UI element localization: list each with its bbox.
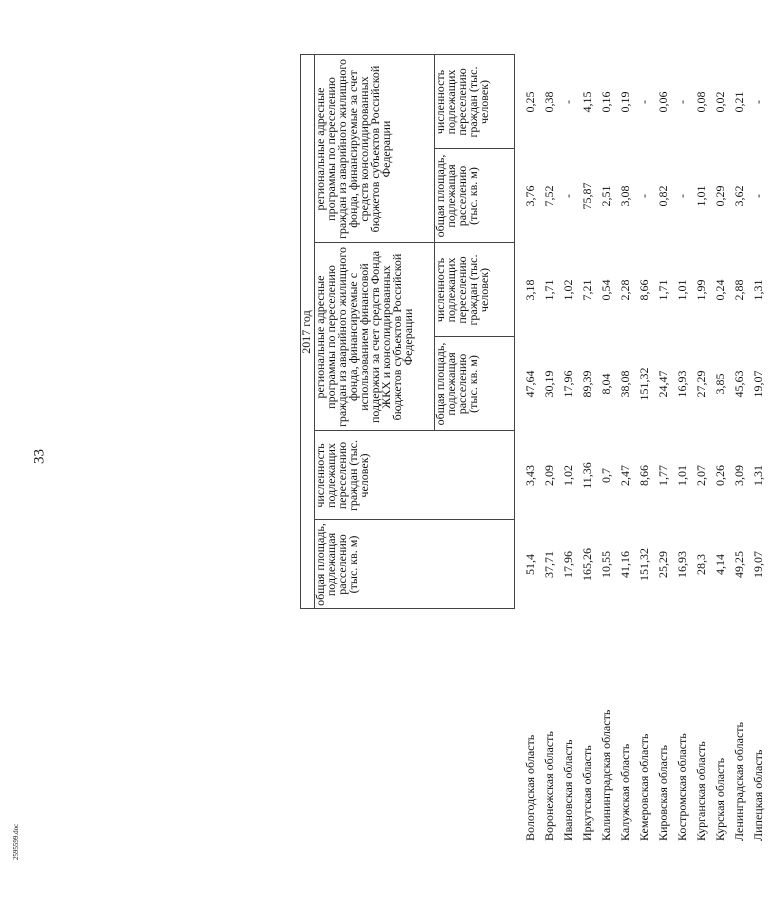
value-cell: 16,93 (675, 551, 689, 578)
value-cell: 28,3 (694, 554, 708, 575)
value-cell: 3,62 (732, 185, 746, 207)
budget-program-header: региональные адресные программы по переселению граждан из аварийного жилищного фонда, финансируемые за счет средств консолидированных бюджетов субъектов Российской Федерации (315, 55, 435, 243)
table-row (540, 55, 559, 845)
value-cell: 1,77 (656, 465, 670, 486)
table-row (616, 55, 635, 845)
document-code: 2595599.doc (12, 823, 20, 861)
rotated-table-container (299, 55, 765, 845)
fund-program-header: региональные адресные программы по переселению граждан из аварийного жилищного фонда, финансируемые с использованием финансовой поддержки за счет средств Фонда ЖКХ и консолидированных бюджетов субъектов Российской Федерации (315, 243, 435, 431)
value-cell: - (751, 194, 765, 198)
region-name-cell: Курская область (713, 757, 727, 841)
value-cell: 37,71 (542, 551, 556, 578)
value-cell: 3,43 (523, 465, 537, 486)
value-cell: 38,08 (618, 370, 632, 398)
value-cell: 51,4 (523, 554, 537, 575)
region-name-cell: Калининградская область (599, 709, 613, 841)
value-cell: 0,21 (732, 91, 746, 113)
region-name-cell: Иркутская область (580, 745, 594, 841)
table-row (711, 55, 730, 845)
table-row (654, 55, 673, 845)
value-cell: 1,71 (656, 279, 670, 301)
value-cell: 2,51 (599, 185, 613, 207)
value-cell: 1,99 (694, 279, 708, 301)
table-body (515, 55, 768, 845)
region-column-header (301, 609, 515, 845)
value-cell: 19,07 (751, 551, 765, 578)
value-cell: 2,88 (732, 279, 746, 301)
value-cell: - (637, 100, 651, 104)
resettlement-table (300, 54, 768, 845)
value-cell: 75,87 (580, 182, 594, 210)
region-name-cell: Кемеровская область (637, 733, 651, 841)
value-cell: 1,01 (675, 279, 689, 301)
region-name-cell: Калужская область (618, 743, 632, 841)
value-cell: 45,63 (732, 370, 746, 398)
value-cell: 27,29 (694, 370, 708, 398)
value-cell: 1,31 (751, 465, 765, 486)
value-cell: 47,64 (523, 370, 537, 398)
value-cell: 1,31 (751, 279, 765, 301)
value-cell: 19,07 (751, 370, 765, 398)
value-cell: 0,82 (656, 185, 670, 207)
value-cell: 16,93 (675, 370, 689, 398)
value-cell: 8,04 (599, 373, 613, 395)
value-cell: 3,85 (713, 373, 727, 395)
page-number: 33 (31, 449, 48, 464)
table-row (749, 55, 768, 845)
value-cell: 2,07 (694, 465, 708, 486)
year-header: 2017 год (301, 55, 315, 609)
value-cell: 0,26 (713, 465, 727, 486)
value-cell: 0,29 (713, 185, 727, 207)
value-cell: 0,08 (694, 91, 708, 113)
value-cell: 24,47 (656, 370, 670, 398)
region-name-cell: Воронежская область (542, 731, 556, 841)
value-cell: 89,39 (580, 370, 594, 398)
value-cell: 2,28 (618, 279, 632, 301)
region-name-cell: Липецкая область (751, 749, 765, 841)
total-area-header: общая площадь, подлежащая расселению (тыс. кв. м) (315, 520, 515, 609)
value-cell: 1,01 (694, 185, 708, 207)
value-cell: 17,96 (561, 370, 575, 398)
value-cell: - (561, 100, 575, 104)
value-cell: 1,02 (561, 465, 575, 486)
value-cell: 49,25 (732, 551, 746, 578)
budget-people-header: численность подлежащих переселению граждан (тыс. человек) (435, 55, 515, 149)
value-cell: 17,96 (561, 551, 575, 578)
value-cell: 25,29 (656, 551, 670, 578)
table-row (578, 55, 597, 845)
region-name-cell: Вологодская область (522, 734, 537, 841)
table-row (515, 55, 541, 845)
value-cell: 3,08 (618, 185, 632, 207)
value-cell: 7,21 (580, 279, 594, 301)
value-cell: - (751, 100, 765, 104)
fund-area-header: общая площадь, подлежащая расселению (тыс. кв. м) (435, 337, 515, 431)
table-row (692, 55, 711, 845)
value-cell: 0,02 (713, 91, 727, 113)
value-cell: 0,38 (542, 91, 556, 113)
value-cell: 10,55 (599, 551, 613, 578)
region-name-cell: Ивановская область (561, 739, 575, 841)
value-cell: 0,06 (656, 91, 670, 113)
value-cell: 30,19 (542, 370, 556, 398)
value-cell: 8,66 (637, 279, 651, 301)
value-cell: 2,09 (542, 465, 556, 486)
value-cell: 41,16 (618, 551, 632, 578)
value-cell: - (675, 194, 689, 198)
total-people-header: численность подлежащих переселению граждан (тыс. человек) (315, 431, 515, 520)
value-cell: - (561, 194, 575, 198)
value-cell: 1,02 (561, 279, 575, 301)
value-cell: - (675, 100, 689, 104)
value-cell: 1,71 (542, 279, 556, 301)
region-name-cell: Ленинградская область (732, 722, 746, 841)
value-cell: 0,24 (713, 279, 727, 301)
value-cell: - (637, 194, 651, 198)
value-cell: 0,19 (618, 91, 632, 113)
value-cell: 11,36 (580, 462, 594, 489)
region-name-cell: Кировская область (656, 744, 670, 841)
value-cell: 0,25 (523, 91, 537, 113)
value-cell: 4,15 (580, 91, 594, 113)
region-name-cell: Костромская область (675, 733, 689, 841)
table-row (559, 55, 578, 845)
value-cell: 0,54 (599, 279, 613, 301)
value-cell: 165,26 (580, 548, 594, 581)
table-row (673, 55, 692, 845)
region-name-cell: Курганская область (694, 741, 708, 841)
value-cell: 7,52 (542, 185, 556, 207)
value-cell: 8,66 (637, 465, 651, 486)
fund-people-header: численность подлежащих переселению граждан (тыс. человек) (435, 243, 515, 337)
value-cell: 1,01 (675, 465, 689, 486)
value-cell: 2,47 (618, 465, 632, 486)
table-row (597, 55, 616, 845)
value-cell: 0,16 (599, 91, 613, 113)
value-cell: 3,76 (523, 185, 537, 207)
value-cell: 3,18 (523, 279, 537, 301)
value-cell: 3,09 (732, 465, 746, 486)
value-cell: 151,32 (637, 367, 651, 401)
budget-area-header: общая площадь, подлежащая расселению (тыс. кв. м) (435, 149, 515, 243)
value-cell: 151,32 (637, 548, 651, 581)
table-row (730, 55, 749, 845)
table-row (635, 55, 654, 845)
value-cell: 4,14 (713, 554, 727, 575)
value-cell: 0,7 (599, 468, 613, 483)
